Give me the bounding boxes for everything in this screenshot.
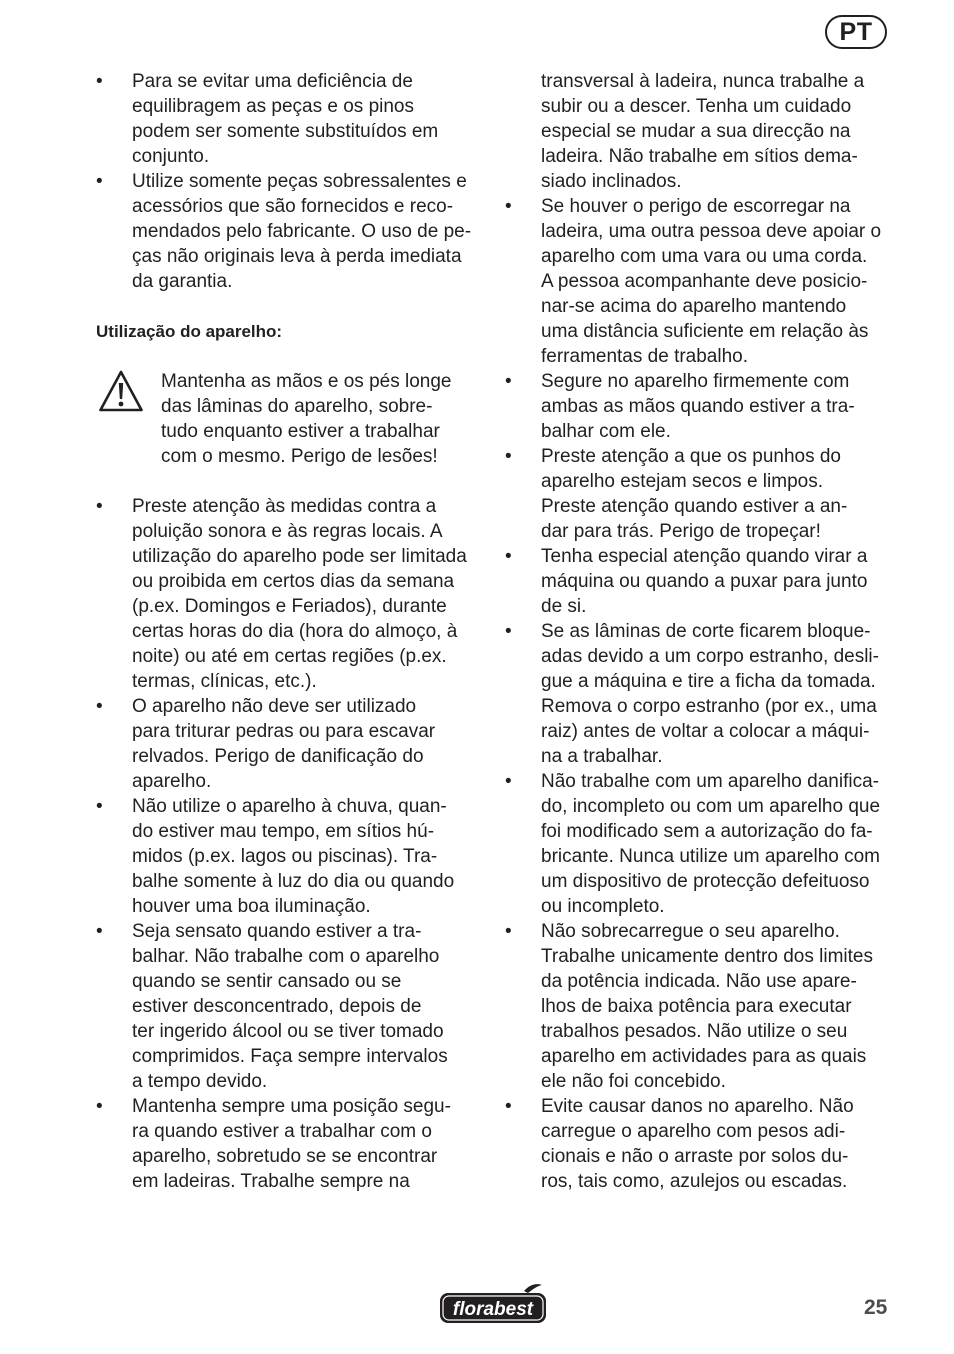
text-line: da garantia.	[132, 271, 233, 292]
text-line: relvados. Perigo de danificação do	[132, 746, 424, 767]
bullet-icon: •	[505, 921, 512, 942]
text-line: comprimidos. Faça sempre intervalos	[132, 1046, 448, 1067]
text-line: siado inclinados.	[541, 171, 682, 192]
text-line: Preste atenção quando estiver a an-	[541, 496, 848, 517]
text-line: Segure no aparelho firmemente com	[541, 371, 850, 392]
list-item	[505, 444, 897, 544]
list-item	[96, 919, 486, 1094]
text-line: midos (p.ex. lagos ou piscinas). Tra-	[132, 846, 438, 867]
text-line: aparelho.	[132, 771, 212, 792]
text-line: com o mesmo. Perigo de lesões!	[161, 446, 438, 467]
spacer	[96, 469, 486, 494]
text-line: Preste atenção a que os punhos do	[541, 446, 842, 467]
list-item	[96, 169, 486, 294]
text-line: Mantenha sempre uma posição segu-	[132, 1096, 451, 1117]
text-line: especial se mudar a sua direcção na	[541, 121, 851, 142]
text-line: aparelho, sobretudo se se encontrar	[132, 1146, 438, 1167]
text-line: Não sobrecarregue o seu aparelho.	[541, 921, 840, 942]
text-line: ele não foi concebido.	[541, 1071, 726, 1092]
text-line: noite) ou até em certas regiões (p.ex.	[132, 646, 447, 667]
text-line: para triturar pedras ou para escavar	[132, 721, 436, 742]
list-item	[505, 919, 897, 1094]
list-item	[505, 619, 897, 769]
text-line: lhos de baixa potência para executar	[541, 996, 852, 1017]
text-line: Não trabalhe com um aparelho danifica-	[541, 771, 879, 792]
text-line: trabalhos pesados. Não utilize o seu	[541, 1021, 848, 1042]
list-item	[505, 544, 897, 619]
bullet-icon: •	[505, 1096, 512, 1117]
text-line: Trabalhe unicamente dentro dos limites	[541, 946, 873, 967]
text-line: Remova o corpo estranho (por ex., uma	[541, 696, 877, 717]
spacer	[96, 294, 486, 319]
text-line: máquina ou quando a puxar para junto	[541, 571, 868, 592]
list-item	[505, 769, 897, 919]
text-line: foi modificado sem a autorização do fa-	[541, 821, 873, 842]
bullet-list-usage	[96, 494, 486, 1194]
text-line: do estiver mau tempo, em sítios hú-	[132, 821, 435, 842]
text-line: ou proibida em certos dias da semana	[132, 571, 455, 592]
text-line: ças não originais leva à perda imediata	[132, 246, 462, 267]
text-line: termas, clínicas, etc.).	[132, 671, 317, 692]
text-line: balhar com ele.	[541, 421, 671, 442]
text-line: ra quando estiver a trabalhar com o	[132, 1121, 432, 1142]
bullet-icon: •	[505, 446, 512, 467]
text-line: Seja sensato quando estiver a tra-	[132, 921, 422, 942]
bullet-icon: •	[96, 496, 103, 517]
text-line: balhe somente à luz do dia ou quando	[132, 871, 455, 892]
text-line: subir ou a descer. Tenha um cuidado	[541, 96, 852, 117]
text-line: cionais e não o arraste por solos du-	[541, 1146, 849, 1167]
text-line: Utilize somente peças sobressalentes e	[132, 171, 467, 192]
bullet-icon: •	[505, 621, 512, 642]
text-line: transversal à ladeira, nunca trabalhe a	[541, 71, 865, 92]
spacer	[96, 344, 486, 369]
text-line: nar-se acima do aparelho mantendo	[541, 296, 847, 317]
text-line: das lâminas do aparelho, sobre-	[161, 396, 433, 417]
text-line: raiz) antes de voltar a colocar a máqui-	[541, 721, 870, 742]
section-heading: Utilização do aparelho:	[96, 322, 283, 341]
florabest-logo	[438, 1282, 548, 1326]
list-item	[505, 1094, 897, 1194]
text-line: mendados pelo fabricante. O uso de pe-	[132, 221, 472, 242]
left-column	[96, 69, 486, 1194]
text-line: aparelho em actividades para as quais	[541, 1046, 867, 1067]
text-line: da potência indicada. Não use apare-	[541, 971, 857, 992]
text-line: podem ser somente substituídos em	[132, 121, 439, 142]
brand-text: florabest	[452, 1299, 534, 1320]
text-line: ladeira. Não trabalhe em sítios dema-	[541, 146, 858, 167]
text-line: gue a máquina e tire a ficha da tomada.	[541, 671, 876, 692]
text-line: ter ingerido álcool ou se tiver tomado	[132, 1021, 444, 1042]
text-line: Preste atenção às medidas contra a	[132, 496, 437, 517]
text-line: certas horas do dia (hora do almoço, à	[132, 621, 458, 642]
bullet-icon: •	[505, 546, 512, 567]
list-item	[96, 794, 486, 919]
warning-block	[96, 369, 486, 469]
list-item	[96, 1094, 486, 1194]
text-line: Se as lâminas de corte ficarem bloque-	[541, 621, 871, 642]
text-line: ros, tais como, azulejos ou escadas.	[541, 1171, 848, 1192]
bullet-icon: •	[96, 71, 103, 92]
text-line: conjunto.	[132, 146, 210, 167]
text-line: ou incompleto.	[541, 896, 665, 917]
right-column	[505, 69, 897, 1194]
text-line: poluição sonora e às regras locais. A	[132, 521, 443, 542]
page-number: 25	[864, 1296, 888, 1319]
text-line: a tempo devido.	[132, 1071, 268, 1092]
text-line: aparelho com uma vara ou uma corda.	[541, 246, 868, 267]
text-line: de si.	[541, 596, 587, 617]
text-line: estiver desconcentrado, depois de	[132, 996, 422, 1017]
text-line: utilização do aparelho pode ser limitada	[132, 546, 467, 567]
text-line: ferramentas de trabalho.	[541, 346, 749, 367]
bullet-icon: •	[96, 796, 103, 817]
bullet-icon: •	[505, 771, 512, 792]
bullet-icon: •	[505, 196, 512, 217]
text-line: Mantenha as mãos e os pés longe	[161, 371, 452, 392]
text-line: ambas as mãos quando estiver a tra-	[541, 396, 855, 417]
text-line: carregue o aparelho com pesos adi-	[541, 1121, 846, 1142]
text-line: equilibragem as peças e os pinos	[132, 96, 415, 117]
text-line: O aparelho não deve ser utilizado	[132, 696, 417, 717]
text-line: (p.ex. Domingos e Feriados), durante	[132, 596, 447, 617]
text-line: A pessoa acompanhante deve posicio-	[541, 271, 868, 292]
bullet-icon: •	[96, 696, 103, 717]
bullet-list-usage-continued	[505, 194, 897, 1194]
text-line: Se houver o perigo de escorregar na	[541, 196, 851, 217]
text-line: do, incompleto ou com um aparelho que	[541, 796, 881, 817]
continuation-text	[505, 69, 897, 194]
list-item	[96, 694, 486, 794]
text-line: aparelho estejam secos e limpos.	[541, 471, 823, 492]
warning-triangle-icon	[98, 369, 144, 413]
list-item	[505, 194, 897, 369]
text-line: dar para trás. Perigo de tropeçar!	[541, 521, 821, 542]
text-line: ladeira, uma outra pessoa deve apoiar o	[541, 221, 882, 242]
language-badge: PT	[825, 15, 887, 49]
text-line: houver uma boa iluminação.	[132, 896, 371, 917]
text-line: quando se sentir cansado ou se	[132, 971, 402, 992]
text-line: tudo enquanto estiver a trabalhar	[161, 421, 440, 442]
text-line: acessórios que são fornecidos e reco-	[132, 196, 454, 217]
text-line: adas devido a um corpo estranho, desli-	[541, 646, 879, 667]
text-line: em ladeiras. Trabalhe sempre na	[132, 1171, 410, 1192]
text-line: Para se evitar uma deficiência de	[132, 71, 413, 92]
bullet-icon: •	[96, 1096, 103, 1117]
text-line: Evite causar danos no aparelho. Não	[541, 1096, 854, 1117]
list-item	[96, 494, 486, 694]
text-line: Não utilize o aparelho à chuva, quan-	[132, 796, 447, 817]
bullet-icon: •	[505, 371, 512, 392]
bullet-icon: •	[96, 921, 103, 942]
list-item	[96, 69, 486, 169]
text-line: balhar. Não trabalhe com o aparelho	[132, 946, 440, 967]
list-item	[505, 369, 897, 444]
text-line: Tenha especial atenção quando virar a	[541, 546, 868, 567]
text-line: uma distância suficiente em relação às	[541, 321, 869, 342]
text-line: um dispositivo de protecção defeituoso	[541, 871, 870, 892]
bullet-icon: •	[96, 171, 103, 192]
text-line: na a trabalhar.	[541, 746, 663, 767]
bullet-list-spare-parts	[96, 69, 486, 294]
text-line: bricante. Nunca utilize um aparelho com	[541, 846, 881, 867]
warning-text	[161, 369, 486, 469]
